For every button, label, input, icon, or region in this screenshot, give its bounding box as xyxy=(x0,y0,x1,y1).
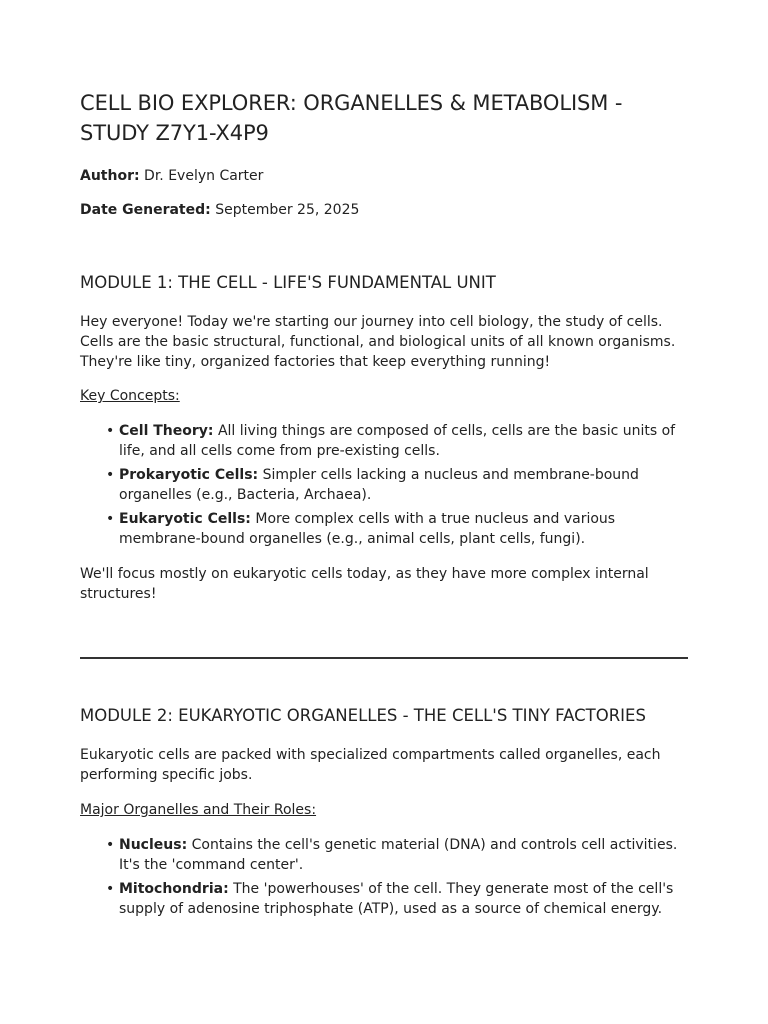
module-1-key-concepts-label: Key Concepts: xyxy=(80,388,180,404)
list-item xyxy=(80,421,688,461)
list-item-text: All living things are composed of cells, cells are the basic units of life, and all cells come from pre-existing cells. xyxy=(119,423,676,459)
list-item-term: Cell Theory: xyxy=(119,423,214,439)
module-2-heading: MODULE 2: EUKARYOTIC ORGANELLES - THE CELL'S TINY FACTORIES xyxy=(80,706,646,725)
bullet-icon: • xyxy=(106,467,115,483)
module-2-organelles-label: Major Organelles and Their Roles: xyxy=(80,802,317,818)
list-item-term: Nucleus: xyxy=(119,837,188,853)
list-item-text: More complex cells with a true nucleus and various membrane-bound organelles (e.g., animal cells, plant cells, fungi). xyxy=(119,511,616,547)
document-title: CELL BIO EXPLORER: ORGANELLES & METABOLISM - STUDY Z7Y1-X4P9 xyxy=(80,91,623,145)
module-1-outro: We'll focus mostly on eukaryotic cells today, as they have more complex internal structures! xyxy=(80,566,649,602)
list-item xyxy=(80,835,688,875)
module-1-concepts-list xyxy=(80,421,688,549)
list-item-term: Mitochondria: xyxy=(119,881,229,897)
bullet-icon: • xyxy=(106,837,115,853)
list-item-term: Eukaryotic Cells: xyxy=(119,511,251,527)
module-2-organelles-list xyxy=(80,835,688,919)
bullet-icon: • xyxy=(106,511,115,527)
module-1-heading: MODULE 1: THE CELL - LIFE'S FUNDAMENTAL UNIT xyxy=(80,273,496,292)
bullet-icon: • xyxy=(106,881,115,897)
bullet-icon: • xyxy=(106,423,115,439)
list-item xyxy=(80,465,688,505)
list-item-term: Prokaryotic Cells: xyxy=(119,467,259,483)
list-item-text: Contains the cell's genetic material (DNA) and controls cell activities. It's the 'command center'. xyxy=(119,837,678,873)
author-label: Author: xyxy=(80,168,140,184)
author-name: Dr. Evelyn Carter xyxy=(144,168,264,184)
document-content xyxy=(80,88,688,919)
module-1-intro: Hey everyone! Today we're starting our journey into cell biology, the study of cells. Cells are the basic structural, functional, and biological units of all known organisms. They're like tiny, organized factories that keep everything running! xyxy=(80,314,676,370)
list-item xyxy=(80,509,688,549)
module-2-intro: Eukaryotic cells are packed with specialized compartments called organelles, each performing specific jobs. xyxy=(80,747,661,783)
list-item-text: Simpler cells lacking a nucleus and membrane-bound organelles (e.g., Bacteria, Archaea). xyxy=(119,467,639,503)
author-line xyxy=(80,166,688,186)
list-item-text: The 'powerhouses' of the cell. They generate most of the cell's supply of adenosine triphosphate (ATP), used as a source of chemical energy. xyxy=(119,881,674,917)
section-divider xyxy=(80,657,688,659)
date-value: September 25, 2025 xyxy=(215,202,360,218)
date-label: Date Generated: xyxy=(80,202,211,218)
list-item xyxy=(80,879,688,919)
date-line xyxy=(80,200,688,220)
